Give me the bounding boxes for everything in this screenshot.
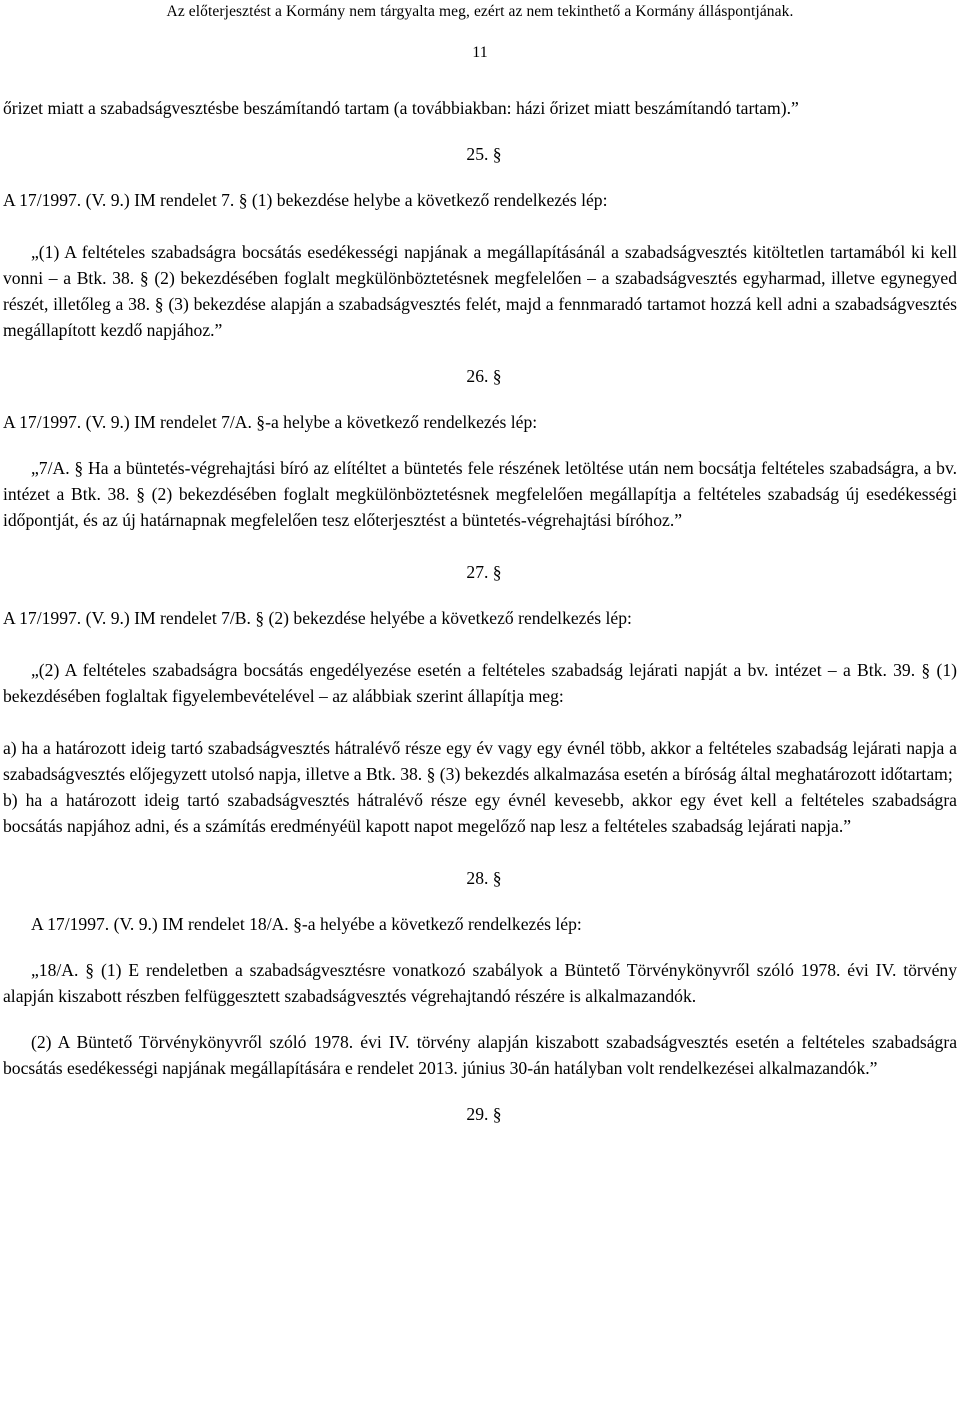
section-29-heading: 29. § <box>466 1104 502 1124</box>
section-27-intro: A 17/1997. (V. 9.) IM rendelet 7/B. § (2) bekezdése helyébe a következő rendelkezés lép: <box>3 608 632 628</box>
section-28-text-1: „18/A. § (1) E rendeletben a szabadságvesztésre vonatkozó szabályok a Büntető Törvénykönyvről szóló 1978. évi IV. törvény alapján kiszabott részben felfüggesztett szabadságvesztés végrehajtandó részére is alkalmazandók. <box>3 960 957 1006</box>
section-26-heading: 26. § <box>466 366 502 386</box>
section-27-point-b: b) ha a határozott ideig tartó szabadságvesztés hátralévő része egy évnél kevesebb, akkor egy évet kell a feltételes szabadságra bocsátás napjához adni, és a számítás eredményéül kapott napot megelőző nap lesz a feltételes szabadság lejárati napja.” <box>3 790 957 836</box>
section-27-point-a: a) ha a határozott ideig tartó szabadságvesztés hátralévő része egy év vagy egy évnél több, akkor a feltételes szabadság lejárati napja a szabadságvesztés előjegyzett utolsó napja, illetve a Btk. 38. § (3) bekezdés alkalmazása esetén a bíróság által meghatározott időtartam; <box>3 738 957 784</box>
section-27-text: „(2) A feltételes szabadságra bocsátás engedélyezése esetén a feltételes szabadság lejárati napját a bv. intézet – a Btk. 39. § (1) bekezdésében foglaltak figyelembevételével – az alábbiak szerint állapítja meg: <box>3 660 957 706</box>
section-26-text: „7/A. § Ha a büntetés-végrehajtási bíró az elítéltet a büntetés fele részének letöltése után nem bocsátja feltételes szabadságra, a bv. intézet a Btk. 38. § (2) bekezdésében foglalt megkülönböztetésnek megfelelően megállapítja a feltételes szabadság új esedékességi időpontját, és az új határnapnak megfelelően tesz előterjesztést a büntetés-végrehajtási bíróhoz.” <box>3 458 957 530</box>
section-25-intro: A 17/1997. (V. 9.) IM rendelet 7. § (1) bekezdése helybe a következő rendelkezés lép: <box>3 190 608 210</box>
document-header-notice: Az előterjesztést a Kormány nem tárgyalta meg, ezért az nem tekinthető a Kormány álláspontjának. <box>166 3 794 20</box>
section-25-heading: 25. § <box>466 144 502 164</box>
section-28-heading: 28. § <box>466 868 502 888</box>
section-28-intro: A 17/1997. (V. 9.) IM rendelet 18/A. §-a helyébe a következő rendelkezés lép: <box>31 914 582 934</box>
paragraph-continuation: őrizet miatt a szabadságvesztésbe beszámítandó tartam (a továbbiakban: házi őrizet miatt beszámítandó tartam).” <box>3 98 799 118</box>
section-26-intro: A 17/1997. (V. 9.) IM rendelet 7/A. §-a helybe a következő rendelkezés lép: <box>3 412 538 432</box>
page-number: 11 <box>472 44 488 61</box>
section-25-text: „(1) A feltételes szabadságra bocsátás esedékességi napjának a megállapításánál a szabadságvesztés kitöltetlen tartamából ki kell vonni – a Btk. 38. § (2) bekezdésében foglalt megkülönböztetésnek megfelelően – a szabadságvesztés egyharmad, illetve egynegyed részét, illetőleg a 38. § (3) bekezdése alapján a szabadságvesztés felét, majd a fennmaradó tartamot hozzá kell adni a szabadságvesztés megállapított kezdő napjához.” <box>3 242 957 340</box>
section-28-text-2: (2) A Büntető Törvénykönyvről szóló 1978. évi IV. törvény alapján kiszabott szabadságvesztés esetén a feltételes szabadságra bocsátás esedékességi napjának megállapítására e rendelet 2013. június 30-án hatályban volt rendelkezései alkalmazandók.” <box>3 1032 957 1078</box>
document-body <box>3 95 957 1127</box>
section-27-heading: 27. § <box>466 562 502 582</box>
